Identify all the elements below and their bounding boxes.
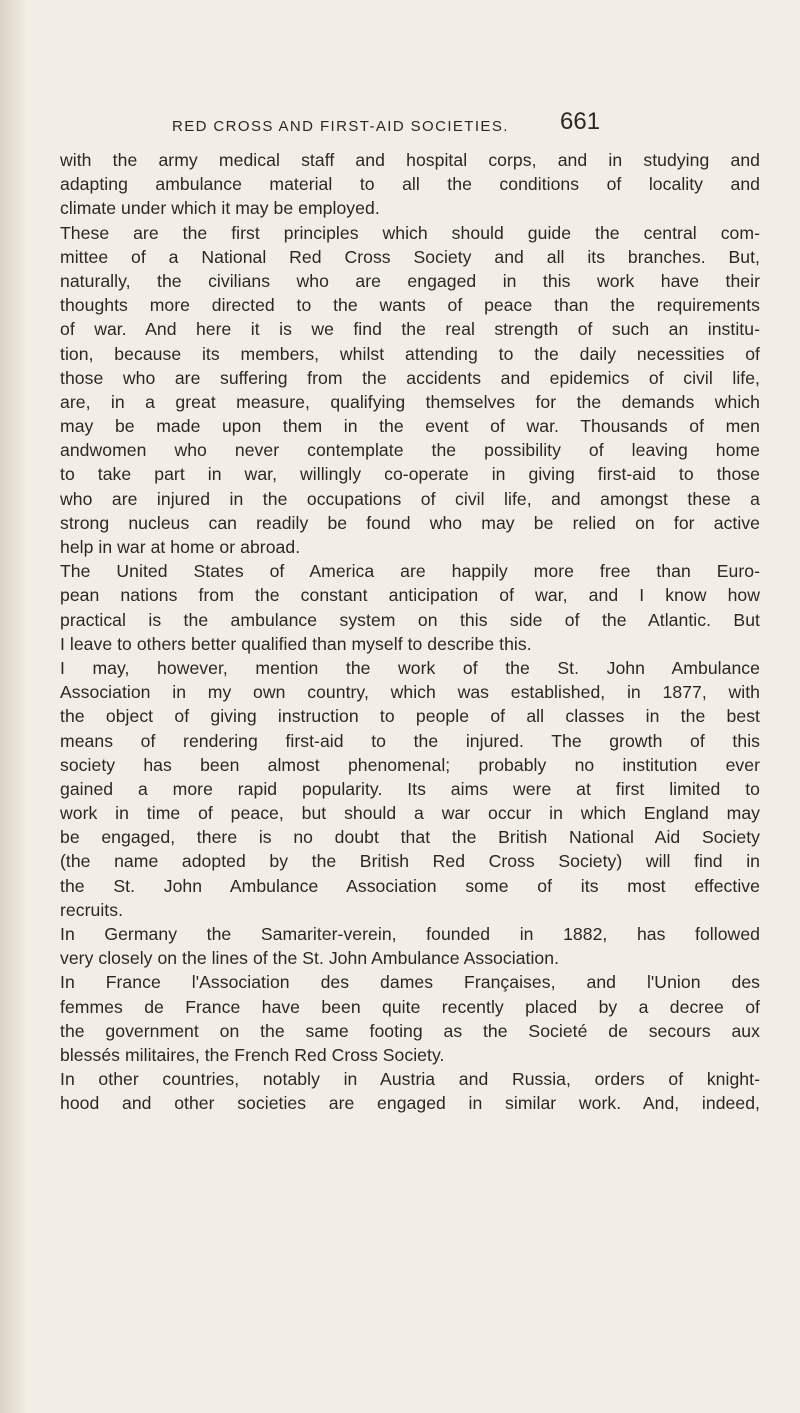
text-line: mittee of a National Red Cross Society and all its branches. But, — [60, 246, 760, 267]
text-line: strong nucleus can readily be found who may be relied on for active — [60, 512, 760, 533]
text-line: naturally, the civilians who are engaged in this work have their — [60, 270, 760, 291]
running-title: RED CROSS AND FIRST-AID SOCIETIES. — [172, 118, 509, 135]
text-line: In other countries, notably in Austria and Russia, orders of knight- — [60, 1069, 760, 1090]
text-line: The United States of America are happily more free than Euro- — [60, 561, 760, 582]
text-line: practical is the ambulance system on this side of the Atlantic. But — [60, 609, 760, 630]
text-line: In Germany the Samariter-verein, founded in 1882, has followed — [60, 924, 760, 944]
text-line: femmes de France have been quite recently placed by a decree of — [60, 996, 760, 1017]
text-line: adapting ambulance material to all the conditions of locality and — [60, 174, 760, 195]
text-line: very closely on the lines of the St. John Ambulance Association. — [60, 948, 560, 969]
text-line: These are the first principles which should guide the central com- — [60, 222, 760, 243]
text-line: climate under which it may be employed. — [60, 198, 380, 219]
text-line: I leave to others better qualified than myself to describe this. — [60, 633, 532, 654]
text-line: tion, because its members, whilst attending to the daily necessities of — [60, 343, 760, 364]
text-line: Association in my own country, which was established, in 1877, with — [60, 682, 760, 703]
text-line: help in war at home or abroad. — [60, 537, 301, 557]
text-line: with the army medical staff and hospital corps, and in studying and — [60, 150, 760, 170]
text-line: hood and other societies are engaged in similar work. And, indeed, — [60, 1093, 760, 1114]
page-binding-shadow — [0, 0, 28, 1413]
text-line: thoughts more directed to the wants of peace than the requirements — [60, 295, 760, 316]
text-line: those who are suffering from the accidents and epidemics of civil life, — [60, 367, 760, 388]
text-line: I may, however, mention the work of the St. John Ambulance — [60, 657, 760, 678]
text-line: blessés militaires, the French Red Cross Society. — [60, 1044, 445, 1065]
text-line: work in time of peace, but should a war occur in which England may — [60, 803, 760, 824]
text-line: recruits. — [60, 899, 124, 920]
text-line: the St. John Ambulance Association some of its most effective — [60, 875, 760, 896]
text-line: be engaged, there is no doubt that the British National Aid Society — [60, 827, 760, 848]
text-line: pean nations from the constant anticipation of war, and I know how — [60, 585, 760, 606]
text-line: In France l'Association des dames Françaises, and l'Union des — [60, 972, 760, 993]
text-line: society has been almost phenomenal; probably no institution ever — [60, 754, 760, 775]
page-number: 661 — [560, 108, 601, 135]
text-line: of war. And here it is we find the real strength of such an institu- — [60, 319, 760, 340]
page-header — [80, 108, 800, 144]
text-line: the government on the same footing as the Societé de secours aux — [60, 1020, 760, 1041]
text-line: to take part in war, willingly co-operate in giving first-aid to those — [60, 464, 760, 485]
body-text — [60, 148, 760, 1116]
text-line: are, in a great measure, qualifying themselves for the demands which — [60, 391, 760, 412]
text-line: andwomen who never contemplate the possibility of leaving home — [60, 440, 760, 461]
text-line: the object of giving instruction to people of all classes in the best — [60, 706, 760, 727]
text-line: who are injured in the occupations of civil life, and amongst these a — [60, 488, 760, 509]
text-line: may be made upon them in the event of war. Thousands of men — [60, 416, 760, 437]
text-line: gained a more rapid popularity. Its aims were at first limited to — [60, 778, 760, 799]
text-line: (the name adopted by the British Red Cross Society) will find in — [60, 851, 760, 872]
text-line: means of rendering first-aid to the injured. The growth of this — [60, 730, 760, 751]
